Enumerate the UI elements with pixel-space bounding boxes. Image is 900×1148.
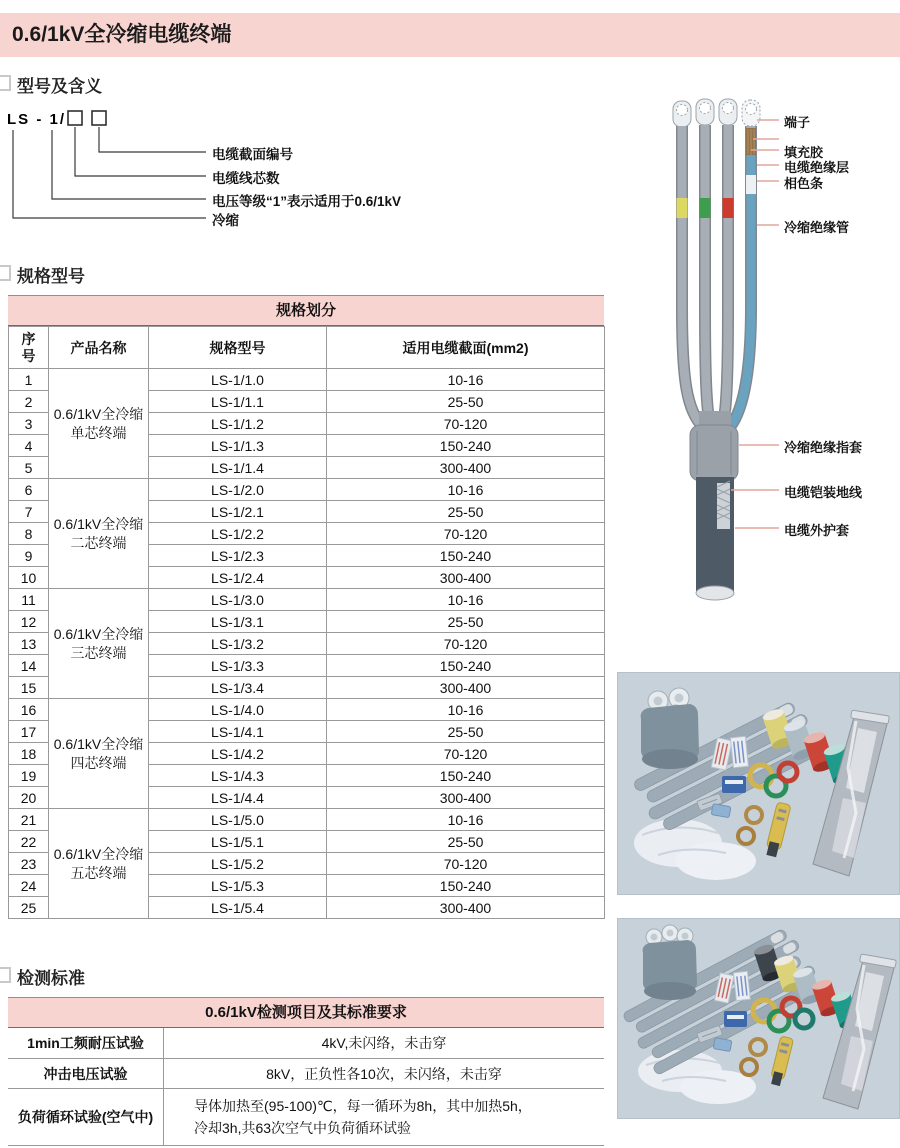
spec-product: 0.6/1kV全冷缩五芯终端 — [49, 809, 149, 919]
spec-seq: 11 — [9, 589, 49, 611]
spec-product: 0.6/1kV全冷缩四芯终端 — [49, 699, 149, 809]
spec-section: 300-400 — [327, 567, 605, 589]
spec-col-product: 产品名称 — [49, 327, 149, 369]
test-row — [8, 1059, 604, 1089]
spec-seq: 20 — [9, 787, 49, 809]
spec-row — [9, 699, 605, 721]
spec-section: 70-120 — [327, 743, 605, 765]
kit-photo-2-art — [618, 919, 899, 1118]
spec-seq: 12 — [9, 611, 49, 633]
spec-model: LS-1/4.0 — [149, 699, 327, 721]
spec-section: 10-16 — [327, 699, 605, 721]
spec-seq: 2 — [9, 391, 49, 413]
spec-seq: 10 — [9, 567, 49, 589]
section-square-icon — [0, 967, 11, 983]
label-armour-ground: 电缆铠装地线 — [784, 485, 863, 500]
product-kit-photo-1 — [617, 672, 900, 895]
spec-seq: 25 — [9, 897, 49, 919]
tube-outlines — [682, 125, 751, 428]
section-square-icon — [0, 265, 11, 281]
spec-table — [8, 295, 604, 919]
section-header-spec — [0, 262, 300, 284]
model-label-core-count: 电缆线芯数 — [212, 171, 280, 186]
spec-seq: 14 — [9, 655, 49, 677]
spec-seq: 17 — [9, 721, 49, 743]
spec-seq: 13 — [9, 633, 49, 655]
spec-seq: 18 — [9, 743, 49, 765]
spec-seq: 19 — [9, 765, 49, 787]
spec-model: LS-1/4.4 — [149, 787, 327, 809]
spec-section: 70-120 — [327, 523, 605, 545]
spec-seq: 6 — [9, 479, 49, 501]
spec-model: LS-1/1.0 — [149, 369, 327, 391]
spec-model: LS-1/4.1 — [149, 721, 327, 743]
spec-section: 25-50 — [327, 501, 605, 523]
spec-row — [9, 369, 605, 391]
spec-seq: 1 — [9, 369, 49, 391]
model-code-text: LS - 1/ — [7, 111, 67, 128]
spec-col-seq: 序号 — [9, 327, 49, 369]
model-leader-lines — [13, 127, 206, 218]
section-title-spec: 规格型号 — [17, 267, 85, 286]
spec-row — [9, 479, 605, 501]
test-item: 负荷循环试验(空气中) — [8, 1089, 164, 1145]
spec-section: 25-50 — [327, 831, 605, 853]
spec-seq: 5 — [9, 457, 49, 479]
model-code-box-1 — [68, 111, 82, 125]
section-title-model: 型号及含义 — [17, 77, 102, 96]
test-requirement: 4kV,未闪络，未击穿 — [321, 1035, 447, 1051]
product-kit-photo-2 — [617, 918, 900, 1119]
ground-braid — [717, 481, 730, 529]
spec-section: 10-16 — [327, 809, 605, 831]
spec-section: 300-400 — [327, 787, 605, 809]
spec-model: LS-1/3.0 — [149, 589, 327, 611]
spec-model: LS-1/2.0 — [149, 479, 327, 501]
phase-strip-white — [746, 175, 756, 194]
spec-model: LS-1/4.2 — [149, 743, 327, 765]
spec-section: 10-16 — [327, 369, 605, 391]
spec-section: 150-240 — [327, 545, 605, 567]
spec-section: 300-400 — [327, 897, 605, 919]
spec-section: 10-16 — [327, 479, 605, 501]
model-code-box-2 — [92, 111, 106, 125]
spec-seq: 16 — [9, 699, 49, 721]
spec-section: 70-120 — [327, 853, 605, 875]
spec-row — [9, 809, 605, 831]
test-requirement: 导体加热至(95-100)℃，每一循环为8h，其中加热5h， 冷却3h,共63次空气中负荷循环试验 — [194, 1098, 532, 1136]
spec-section: 150-240 — [327, 435, 605, 457]
spec-section: 150-240 — [327, 875, 605, 897]
spec-product: 0.6/1kV全冷缩二芯终端 — [49, 479, 149, 589]
spec-section: 300-400 — [327, 457, 605, 479]
test-row — [8, 1089, 604, 1146]
label-phase-strip: 相色条 — [784, 176, 824, 191]
spec-model: LS-1/3.4 — [149, 677, 327, 699]
section-header-model — [0, 72, 300, 94]
test-requirement: 8kV，正负性各10次，未闪络，未击穿 — [266, 1065, 502, 1082]
test-table-caption: 0.6/1kV检测项目及其标准要求 — [8, 997, 604, 1028]
lug-terminals — [673, 99, 760, 127]
spec-seq: 23 — [9, 853, 49, 875]
spec-model: LS-1/5.4 — [149, 897, 327, 919]
test-row — [8, 1028, 604, 1059]
spec-col-section: 适用电缆截面(mm2) — [327, 327, 605, 369]
spec-model: LS-1/5.1 — [149, 831, 327, 853]
cable-terminal-diagram — [645, 95, 900, 607]
spec-model: LS-1/2.4 — [149, 567, 327, 589]
test-table — [8, 997, 604, 1146]
section-square-icon — [0, 75, 11, 91]
test-item: 冲击电压试验 — [8, 1059, 164, 1088]
model-label-section-no: 电缆截面编号 — [212, 147, 293, 162]
spec-model: LS-1/5.2 — [149, 853, 327, 875]
label-shrink-tube: 冷缩绝缘管 — [784, 220, 850, 235]
model-label-voltage: 电压等级“1”表示适用于0.6/1kV — [212, 194, 402, 209]
spec-seq: 9 — [9, 545, 49, 567]
spec-model: LS-1/1.3 — [149, 435, 327, 457]
label-finger-boot: 冷缩绝缘指套 — [784, 440, 863, 455]
section-header-test — [0, 964, 300, 986]
spec-seq: 4 — [9, 435, 49, 457]
spec-model: LS-1/4.3 — [149, 765, 327, 787]
phase-color-bands — [677, 198, 734, 218]
model-label-coldshrink: 冷缩 — [212, 213, 239, 228]
spec-product: 0.6/1kV全冷缩三芯终端 — [49, 589, 149, 699]
spec-section: 25-50 — [327, 391, 605, 413]
spec-section: 150-240 — [327, 655, 605, 677]
spec-section: 10-16 — [327, 589, 605, 611]
spec-model: LS-1/2.1 — [149, 501, 327, 523]
spec-seq: 21 — [9, 809, 49, 831]
spec-table-caption: 规格划分 — [8, 295, 604, 326]
label-filler: 填充胶 — [784, 145, 824, 160]
spec-seq: 8 — [9, 523, 49, 545]
label-insulation: 电缆绝缘层 — [784, 160, 850, 175]
page-title: 0.6/1kV全冷缩电缆终端 — [12, 23, 232, 46]
spec-col-model: 规格型号 — [149, 327, 327, 369]
spec-row — [9, 589, 605, 611]
page-title-bar — [0, 13, 900, 57]
spec-model: LS-1/2.3 — [149, 545, 327, 567]
spec-model: LS-1/3.2 — [149, 633, 327, 655]
spec-section: 300-400 — [327, 677, 605, 699]
spec-seq: 22 — [9, 831, 49, 853]
spec-section: 70-120 — [327, 633, 605, 655]
spec-product: 0.6/1kV全冷缩单芯终端 — [49, 369, 149, 479]
spec-seq: 24 — [9, 875, 49, 897]
spec-model: LS-1/5.0 — [149, 809, 327, 831]
spec-section: 25-50 — [327, 611, 605, 633]
label-outer-sheath: 电缆外护套 — [784, 523, 850, 538]
section-title-test: 检测标准 — [17, 969, 85, 988]
spec-model: LS-1/1.1 — [149, 391, 327, 413]
test-item: 1min工频耐压试验 — [8, 1028, 164, 1058]
spec-model: LS-1/2.2 — [149, 523, 327, 545]
spec-header-row — [9, 327, 605, 369]
spec-seq: 3 — [9, 413, 49, 435]
spec-model: LS-1/3.3 — [149, 655, 327, 677]
spec-section: 25-50 — [327, 721, 605, 743]
spec-model: LS-1/3.1 — [149, 611, 327, 633]
spec-model: LS-1/5.3 — [149, 875, 327, 897]
spec-model: LS-1/1.2 — [149, 413, 327, 435]
spec-model: LS-1/1.4 — [149, 457, 327, 479]
spec-section: 70-120 — [327, 413, 605, 435]
spec-seq: 7 — [9, 501, 49, 523]
label-terminal-lug: 端子 — [784, 115, 811, 130]
kit-photo-1-art — [618, 673, 899, 894]
spec-section: 150-240 — [327, 765, 605, 787]
cable-end — [696, 586, 734, 600]
spec-seq: 15 — [9, 677, 49, 699]
